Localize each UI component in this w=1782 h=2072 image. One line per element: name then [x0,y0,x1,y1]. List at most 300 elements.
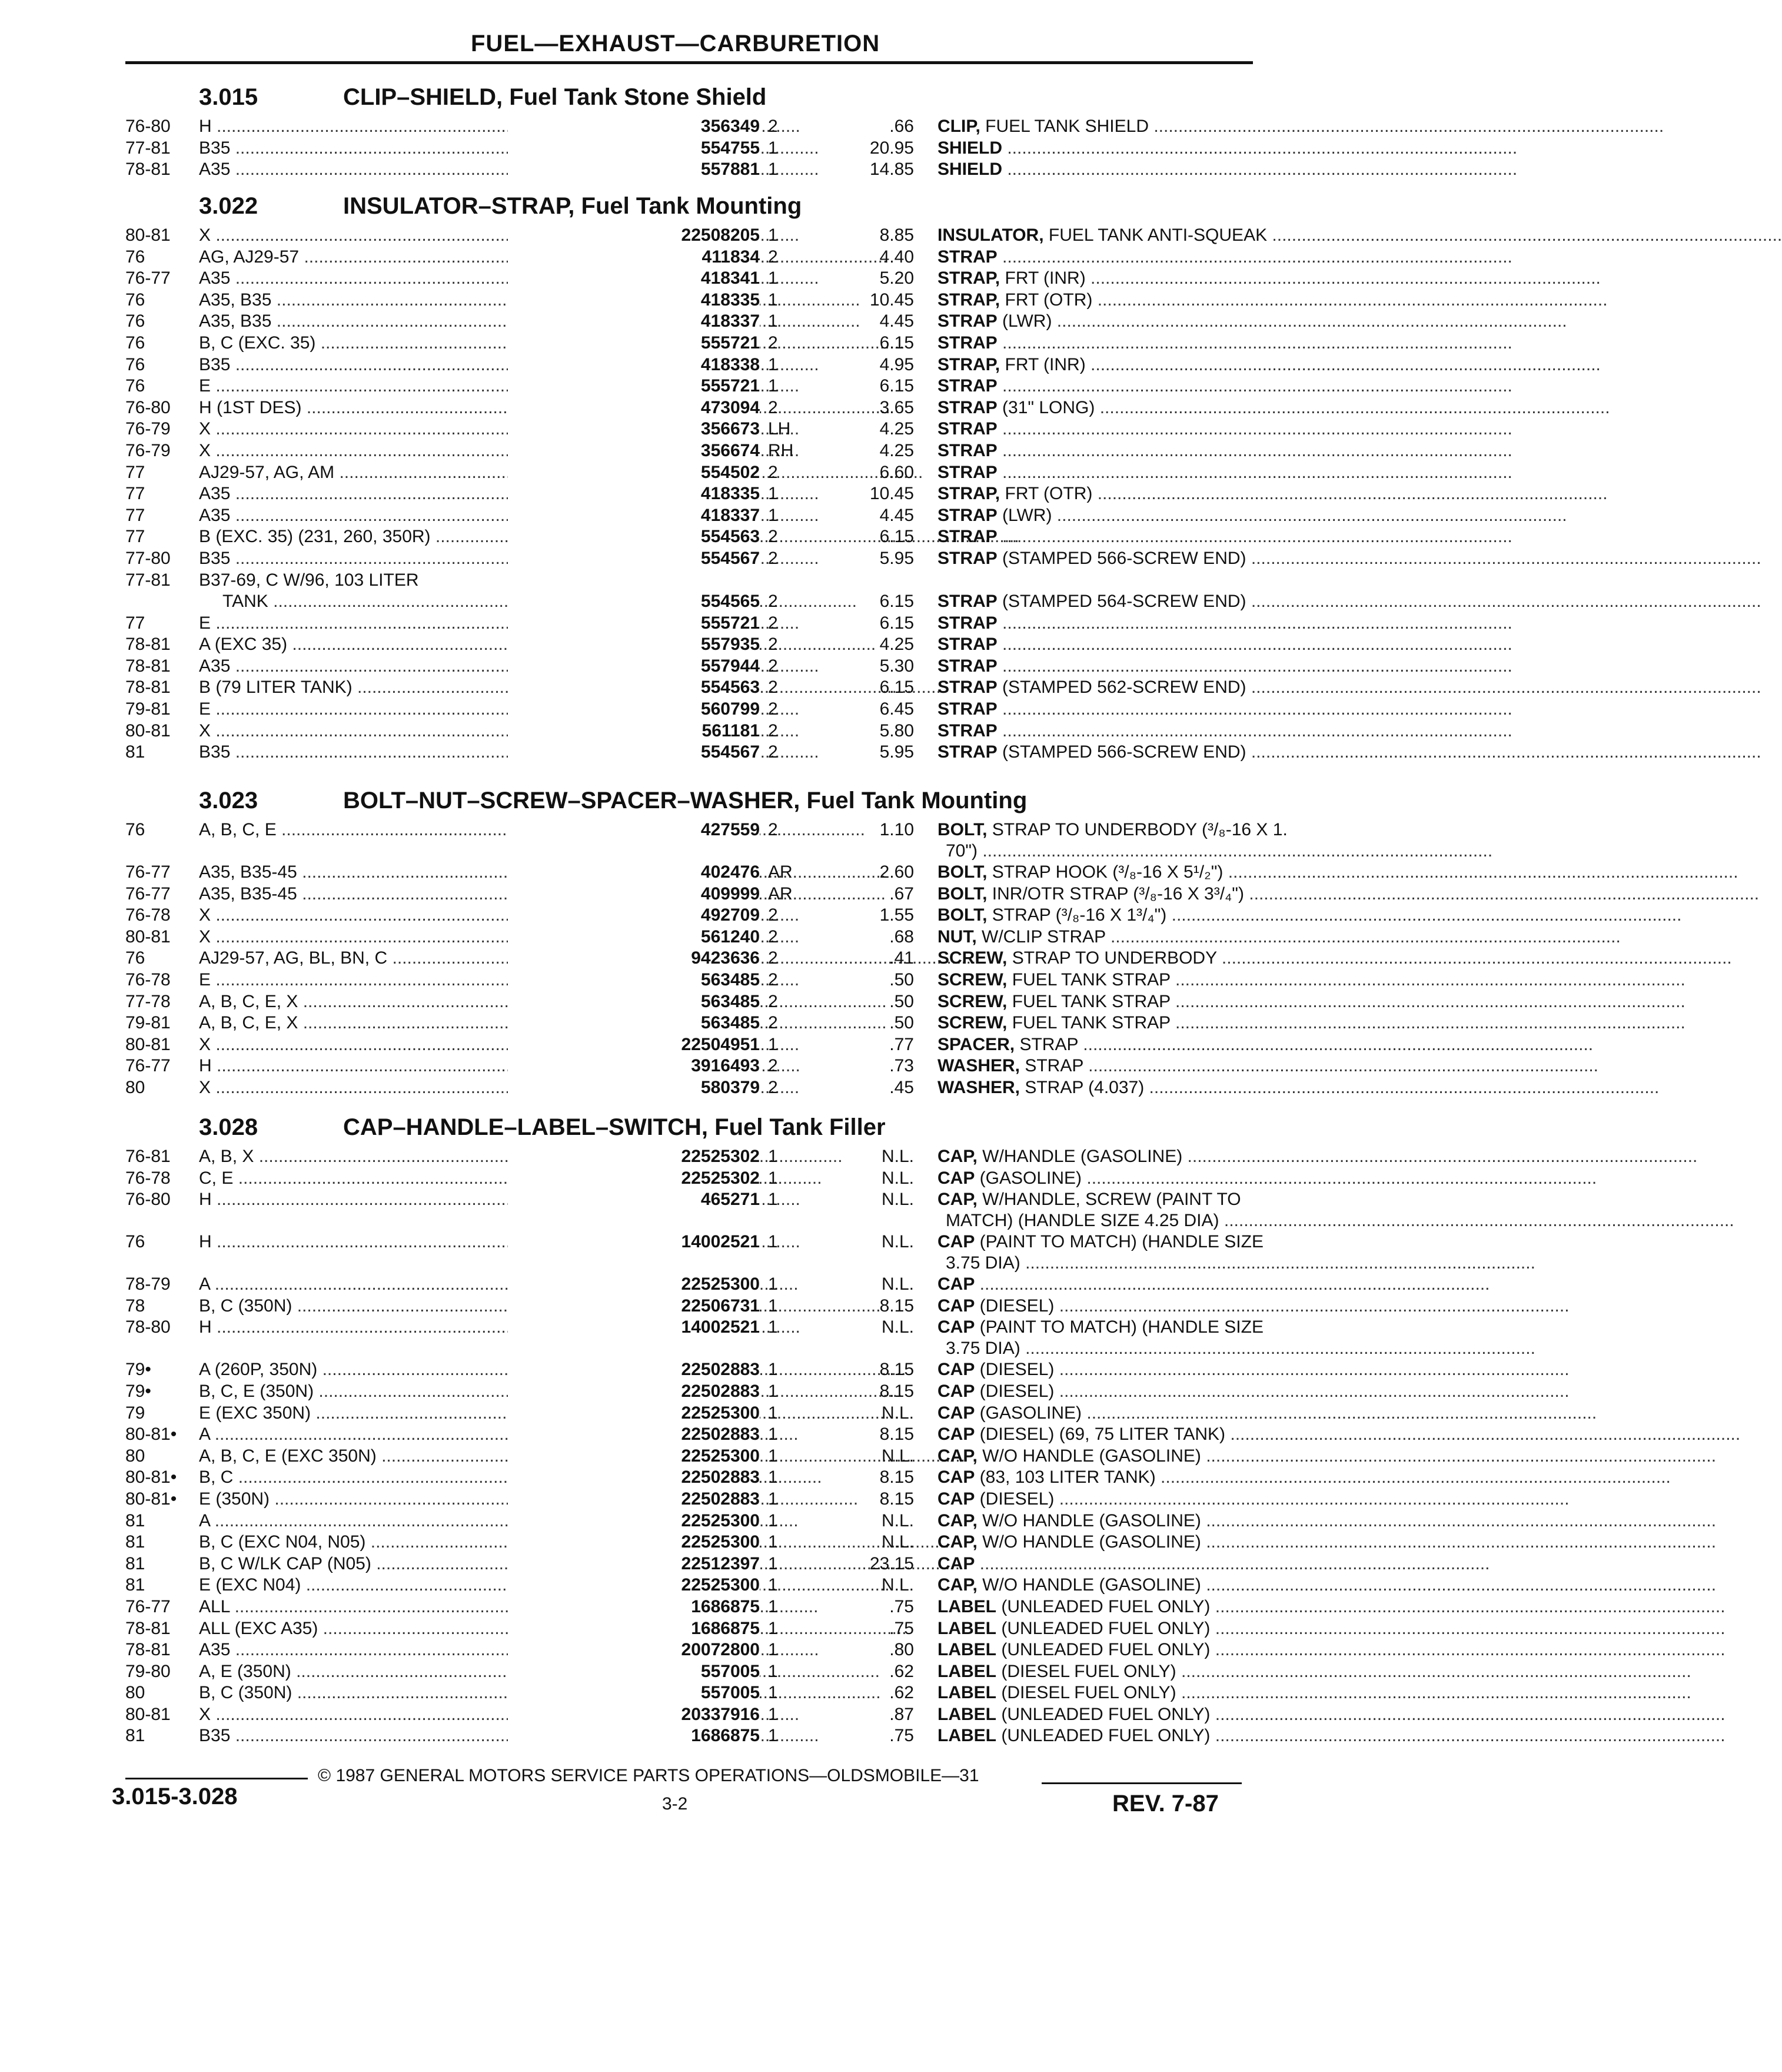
section-title: CLIP–SHIELD, Fuel Tank Stone Shield [343,84,767,110]
description-text: (DIESEL) (69, 75 LITER TANK) [975,1424,1226,1445]
description-keyword: BOLT, [937,862,988,882]
quantity: 1 [768,354,778,374]
part-number: 557005 [508,1661,760,1682]
application: B35 ..... [199,1725,640,1746]
quantity: 1 [768,1360,778,1380]
model-years: 76-77 [125,1056,171,1076]
description [937,1274,1253,1295]
quantity: 1 [768,1232,778,1252]
description-keyword: CAP [937,1317,975,1337]
model-years: 79• [125,1360,151,1380]
part-number: 555721 [508,613,760,634]
description-line [937,677,1253,698]
footer-copyright: © 1987 GENERAL MOTORS SERVICE PARTS OPERATIONS—OLDSMOBILE—31 [318,1766,979,1785]
model-years: 80-81 [125,927,171,947]
quantity: 2 [768,117,778,136]
model-years: 78 [125,1296,145,1316]
quantity: 1 [768,1661,778,1681]
description-continuation: 3.75 DIA) ..... [937,1253,1253,1274]
application: B, C (350N) ..... [199,1296,640,1317]
description-keyword: STRAP [937,720,998,741]
part-number: 554565 [508,591,760,612]
price: 4.25 [879,440,914,460]
parts-row [125,1146,1253,1168]
price: N.L. [881,1147,914,1166]
price: .62 [889,1661,914,1681]
price: 4.25 [879,419,914,439]
model-years: 78-79 [125,1274,171,1294]
part-number: 557935 [508,634,760,655]
quantity: 1 [768,1446,778,1466]
quantity: AR [768,884,793,904]
description-text: (LWR) [997,311,1052,331]
application: ALL ..... [199,1596,640,1618]
description-text: FRT (OTR) [1000,290,1093,310]
parts-row [125,1317,1264,1359]
description-keyword: STRAP [937,397,998,417]
part-number: 14002521 [508,1231,760,1253]
model-years: 76-80 [125,1190,171,1210]
parts-row [125,1467,1253,1489]
part-number: 554567 [508,548,760,569]
description-line [937,613,1253,634]
model-years: 79-81 [125,1013,171,1033]
description-line [937,720,1253,742]
description-keyword: STRAP [937,247,998,267]
description-line [937,1532,1253,1553]
description-line [937,1012,1253,1034]
section-title: BOLT–NUT–SCREW–SPACER–WASHER, Fuel Tank Mounting [343,788,1028,813]
section-title: INSULATOR–STRAP, Fuel Tank Mounting [343,193,802,219]
application: AJ29-57, AG, BL, BN, C ..... [199,948,640,969]
price: N.L. [881,1510,914,1530]
description [937,1381,1253,1402]
description [937,1639,1253,1661]
part-number: 402476 [508,862,760,883]
part-number: 22525302 [508,1168,760,1189]
description [937,862,1253,883]
parts-row [125,1189,1253,1231]
model-years: 76 [125,820,145,839]
quantity: 1 [768,290,778,310]
application: B (79 LITER TANK) ..... [199,677,640,698]
part-number: 22506731 [508,1296,760,1317]
description-line [937,268,1253,289]
part-number: 563485 [508,969,760,991]
part-number: 1686875 [508,1725,760,1746]
quantity: 1 [768,268,778,288]
description-text: (UNLEADED FUEL ONLY) [996,1618,1211,1638]
model-years: 80-81• [125,1489,177,1509]
description [937,1661,1253,1682]
description-line [937,1381,1253,1402]
description-text: W/O HANDLE (GASOLINE) [977,1446,1201,1466]
parts-row [125,969,1253,991]
description-text: FRT (INR) [1000,354,1086,374]
quantity: 1 [768,225,778,245]
description-text: (DIESEL FUEL ONLY) [996,1661,1176,1681]
model-years: 76 [125,311,145,331]
description-keyword: STRAP [937,699,998,719]
part-number: 409999 [508,884,760,905]
page-title: FUEL—EXHAUST—CARBURETION [471,31,880,57]
price: 4.45 [879,311,914,331]
model-years: 81 [125,1510,145,1530]
parts-row [125,159,1253,181]
part-number: 22525300 [508,1403,760,1424]
part-number: 557005 [508,1682,760,1704]
application: A35 ..... [199,656,640,677]
description-text: (83, 103 LITER TANK) [975,1467,1156,1487]
model-years: 80 [125,1683,145,1703]
description-line [937,991,1253,1012]
description-keyword: STRAP [937,742,998,762]
description-text: W/O HANDLE (GASOLINE) [977,1510,1201,1530]
application: X ..... [199,225,640,246]
part-number: 580379 [508,1077,760,1098]
description-text: (GASOLINE) [975,1168,1082,1188]
description [937,440,1253,461]
price: .67 [889,884,914,904]
price: 1.10 [879,820,914,839]
application: A35 ..... [199,268,640,289]
model-years: 76 [125,376,145,396]
part-number: 22504951 [508,1034,760,1055]
description-text: (GASOLINE) [975,1403,1082,1423]
price: .75 [889,1618,914,1638]
parts-list [125,1146,1264,1747]
description-text: (DIESEL FUEL ONLY) [996,1683,1176,1703]
quantity: 2 [768,656,778,676]
parts-row [125,1446,1253,1467]
parts-row [125,138,1253,160]
description-line [937,1231,1264,1253]
description-text: W/O HANDLE (GASOLINE) [977,1532,1201,1552]
description-text: (PAINT TO MATCH) (HANDLE SIZE [975,1317,1264,1337]
description-text: W/HANDLE (GASOLINE) [977,1147,1183,1166]
description-keyword: LABEL [937,1661,996,1681]
description-line [937,1296,1253,1317]
quantity: 1 [768,1726,778,1746]
model-years: 78-81 [125,656,171,676]
price: .73 [889,1056,914,1076]
parts-row [125,1704,1253,1726]
quantity: 2 [768,548,778,568]
part-number: 418337 [508,505,760,526]
price: 6.60 [879,462,914,482]
description-line [937,1168,1253,1189]
description-line [937,354,1253,376]
model-years: 77 [125,613,145,633]
parts-row [125,656,1253,678]
parts-row [125,1553,1253,1575]
description-keyword: STRAP [937,419,998,439]
description-line [937,1446,1253,1467]
part-number: 465271 [508,1189,760,1210]
price: N.L. [881,1575,914,1595]
description [937,1446,1253,1467]
parts-row [125,1274,1253,1296]
description-text: (STAMPED 562-SCREW END) [997,678,1246,698]
description [937,1077,1253,1098]
part-number: 22512397 [508,1553,760,1575]
description-keyword: STRAP [937,311,998,331]
description-line [937,699,1253,720]
parts-row [125,613,1253,635]
footer-revision: REV. 7-87 [1112,1791,1219,1817]
description-line [937,159,1253,180]
parts-row [125,991,1253,1013]
description-keyword: WASHER, [937,1077,1020,1097]
parts-row [125,1532,1253,1553]
model-years: 80-81 [125,720,171,741]
parts-row [125,1596,1253,1618]
model-years: 80-81 [125,1034,171,1054]
description-keyword: CAP [937,1553,975,1573]
description-keyword: CAP, [937,1190,978,1210]
parts-row [125,1381,1253,1403]
description-line [937,1725,1253,1746]
description [937,634,1253,655]
application: B, C W/LK CAP (N05) ..... [199,1553,640,1575]
parts-row [125,1012,1253,1034]
model-years: 78-81 [125,635,171,655]
section-3-028 [125,1110,1264,1747]
model-years: 81 [125,1532,145,1552]
price: N.L. [881,1532,914,1552]
description-line [937,1704,1253,1725]
model-years: 76-78 [125,1168,171,1188]
description [937,969,1253,991]
description-keyword: SCREW, [937,969,1008,989]
parts-row [125,1575,1253,1596]
description [937,1553,1253,1575]
description-line [937,1618,1253,1639]
description-keyword: CAP [937,1424,975,1445]
description-line [937,483,1253,504]
parts-row [125,591,1253,613]
description-keyword: STRAP [937,656,998,676]
description-text: (LWR) [997,505,1052,525]
application: A, E (350N) ..... [199,1661,640,1682]
application: A, B, X ..... [199,1146,640,1167]
application: X ..... [199,419,640,440]
application: B, C ..... [199,1467,640,1488]
parts-row [125,1231,1264,1274]
application: B, C, E (350N) ..... [199,1381,640,1402]
model-years: 78-81 [125,160,171,180]
description-line [937,116,1253,137]
application: B, C (EXC. 35) ..... [199,333,640,354]
model-years: 76-77 [125,268,171,288]
price: 4.25 [879,635,914,655]
quantity: 1 [768,138,778,158]
description-keyword: STRAP, [937,484,1000,504]
quantity: 2 [768,1056,778,1076]
description-line [937,138,1253,159]
description [937,268,1253,289]
description-keyword: STRAP [937,678,998,698]
application: X ..... [199,1034,640,1055]
description-text: FUEL TANK STRAP [1007,1013,1171,1033]
price: .50 [889,969,914,989]
parts-row [125,699,1253,720]
description-keyword: SHIELD [937,138,1003,158]
price: 23.15 [869,1553,914,1573]
parts-row [125,1725,1253,1747]
description [937,462,1253,483]
description [937,699,1253,720]
model-years: 76 [125,354,145,374]
description-keyword: LABEL [937,1726,996,1746]
description-keyword: LABEL [937,1640,996,1660]
description-keyword: CAP [937,1168,975,1188]
model-years: 77-78 [125,991,171,1011]
price: .50 [889,991,914,1011]
parts-row [125,1639,1253,1661]
model-years: 76 [125,290,145,310]
model-years: 77-81 [125,570,171,590]
price: 5.20 [879,268,914,288]
application: A ..... [199,1510,640,1532]
section-header [125,783,1253,819]
model-years: 76-79 [125,419,171,439]
description-keyword: STRAP [937,635,998,655]
parts-row [125,333,1253,354]
model-years: 81 [125,742,145,762]
parts-row [125,440,1253,462]
price: N.L. [881,1403,914,1423]
price: 14.85 [869,160,914,180]
part-number: 22502883 [508,1381,760,1402]
description-text: (UNLEADED FUEL ONLY) [996,1726,1211,1746]
description-keyword: SCREW, [937,948,1008,968]
application: A35 ..... [199,505,640,526]
description [937,1189,1253,1231]
footer-section-range: 3.015-3.028 [112,1784,238,1809]
section-header [125,188,1253,225]
part-number: 1686875 [508,1596,760,1618]
parts-row [125,1077,1253,1099]
price: 6.15 [879,333,914,353]
description-keyword: CAP [937,1274,975,1294]
parts-row [125,247,1253,268]
model-years: 77 [125,462,145,482]
application: B (EXC. 35) (231, 260, 350R) ..... [199,526,640,547]
description-text: (UNLEADED FUEL ONLY) [996,1704,1211,1724]
parts-row [125,720,1253,742]
price: .87 [889,1704,914,1724]
part-number: 22502883 [508,1467,760,1488]
description [937,1296,1253,1317]
part-number: 554755 [508,138,760,159]
quantity: AR [768,862,793,882]
part-number: 22525300 [508,1274,760,1295]
application: A35, B35 ..... [199,311,640,332]
application: A, B, C, E ..... [199,819,640,841]
price: 10.45 [869,290,914,310]
description-text: STRAP (³/₈-16 X 1³/₄") [987,905,1167,925]
price: 4.40 [879,247,914,267]
description-continuation: 70") ..... [937,841,1253,862]
description-line [937,1467,1253,1488]
quantity: 1 [768,1683,778,1703]
quantity: 1 [768,1190,778,1210]
application: X ..... [199,927,640,948]
description [937,1575,1253,1596]
description-text: STRAP HOOK (³/₈-16 X 5¹/₂") [987,862,1224,882]
price: 8.15 [879,1489,914,1509]
application: H ..... [199,1055,640,1077]
description-text: (31" LONG) [997,397,1095,417]
description-keyword: CAP, [937,1575,978,1595]
description-keyword: CAP [937,1403,975,1423]
description-keyword: STRAP [937,376,998,396]
description-line [937,905,1253,926]
description [937,1467,1253,1488]
quantity: 1 [768,1704,778,1724]
footer-rule [125,1778,308,1779]
description-line [937,247,1253,268]
quantity: 2 [768,820,778,839]
description-line [937,1146,1253,1167]
description-keyword: STRAP [937,613,998,633]
description-text: STRAP [1020,1056,1083,1076]
part-number: 561240 [508,927,760,948]
description-line [937,1403,1253,1424]
application: H (1ST DES) ..... [199,397,640,419]
part-number: 418335 [508,483,760,504]
application: E ..... [199,969,640,991]
description [937,677,1253,698]
part-number: 22502883 [508,1359,760,1380]
price: 1.55 [879,905,914,925]
quantity: RH [768,440,794,460]
model-years: 78-81 [125,1618,171,1638]
description [937,1682,1253,1704]
model-years: 79 [125,1403,145,1423]
application: A, B, C, E, X ..... [199,991,640,1012]
description-keyword: CAP [937,1381,975,1401]
price: 6.15 [879,376,914,396]
description-line [937,884,1253,905]
price: 20.95 [869,138,914,158]
description-keyword: STRAP [937,505,998,525]
price: 6.45 [879,699,914,719]
description-line [937,819,1288,841]
description-keyword: LABEL [937,1704,996,1724]
parts-row [125,862,1253,884]
description-line [937,948,1253,969]
description-keyword: CAP [937,1296,975,1316]
price: 8.15 [879,1467,914,1487]
quantity: 2 [768,699,778,719]
price: .66 [889,117,914,136]
application: B35 ..... [199,742,640,763]
part-number: 22525300 [508,1532,760,1553]
part-number: 3916493 [508,1055,760,1077]
model-years: 81 [125,1553,145,1573]
model-years: 76-80 [125,117,171,136]
price: N.L. [881,1446,914,1466]
parts-row [125,570,1253,592]
price: 5.95 [879,742,914,762]
application: X ..... [199,440,640,461]
part-number: 22502883 [508,1424,760,1445]
description-line [937,742,1253,763]
parts-list [125,116,1253,181]
description-text: STRAP [1015,1034,1078,1054]
